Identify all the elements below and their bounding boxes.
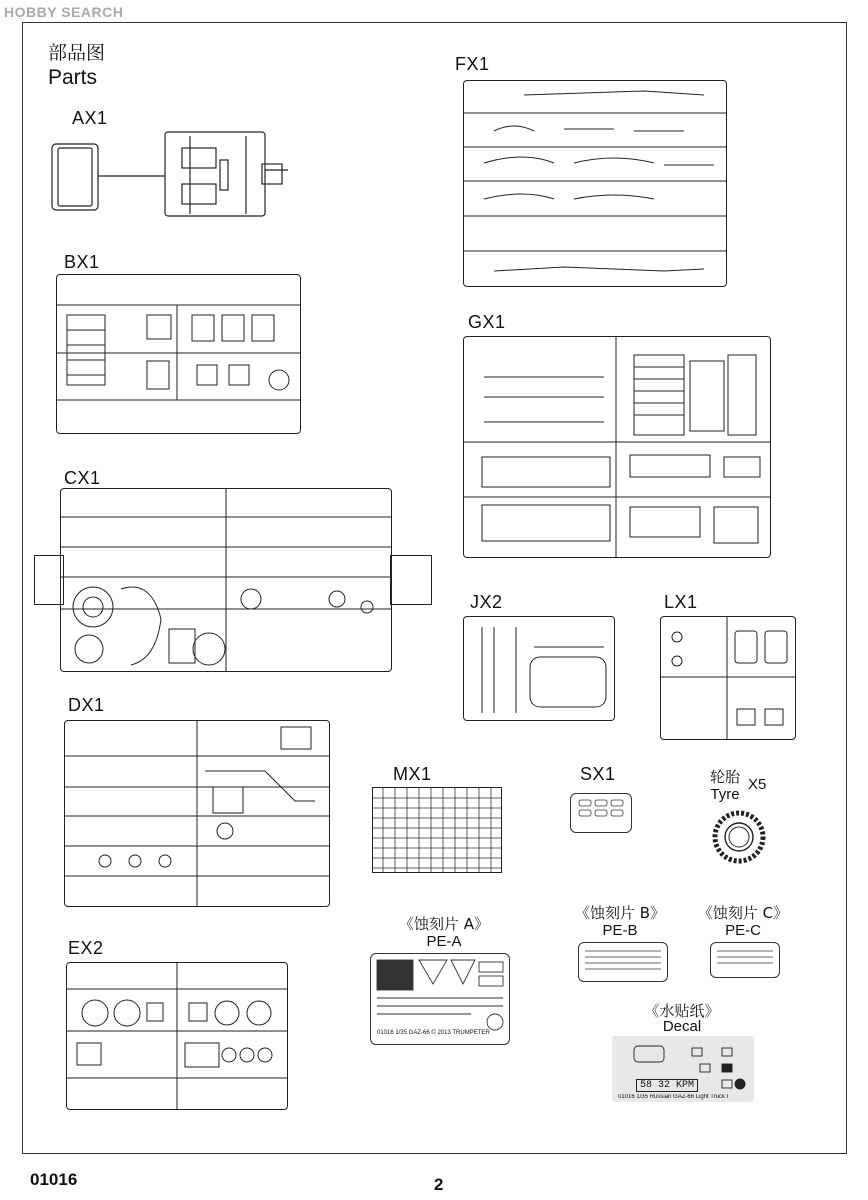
sprue-lx1 (660, 616, 796, 740)
sprue-ax1 (50, 130, 290, 220)
decal-caption: 01016 1/35 Russian GAZ-66 Light Truck I (618, 1094, 729, 1100)
tyre-label-zh: 轮胎 (709, 768, 740, 786)
sprue-fx1 (463, 80, 727, 287)
sprue-label-gx1: GX1 (468, 312, 506, 332)
pe-c-label-zh: 《蚀刻片 C》 (697, 904, 789, 922)
pe-a-label-zh: 《蚀刻片 A》 (398, 915, 490, 933)
pe-b-label-zh: 《蚀刻片 B》 (574, 904, 666, 922)
sprue-cx1 (60, 488, 392, 672)
parts-title-zh: 部品图 (48, 42, 106, 64)
sprue-label-dx1: DX1 (68, 695, 105, 715)
sprue-cx1-left-tab (34, 555, 64, 605)
decal-label-en: Decal (662, 1018, 702, 1035)
sprue-jx2 (463, 616, 615, 721)
sprue-label-jx2: JX2 (470, 592, 503, 612)
pe-a-label-en: PE-A (426, 933, 462, 950)
photo-etch-b (578, 942, 668, 982)
photo-etch-a (370, 953, 510, 1045)
product-code: 01016 (30, 1170, 78, 1189)
tyre-label-en: Tyre (710, 786, 740, 803)
pe-a-caption: 01016 1/35 GAZ-66 © 2013 TRUMPETER (377, 1030, 490, 1036)
sprue-gx1 (463, 336, 771, 558)
sprue-cx1-right-tab (390, 555, 432, 605)
mesh-mx1 (372, 787, 502, 873)
sprue-bx1 (56, 274, 301, 434)
decal-sheet (612, 1036, 754, 1102)
sprue-label-fx1: FX1 (455, 54, 490, 74)
sprue-label-mx1: MX1 (393, 764, 432, 784)
sprue-label-sx1: SX1 (580, 764, 616, 784)
pe-b-label-en: PE-B (602, 922, 638, 939)
sprue-label-ex2: EX2 (68, 938, 104, 958)
photo-etch-c (710, 942, 780, 978)
sprue-dx1 (64, 720, 330, 907)
tyre-icon (712, 810, 766, 864)
decal-license-plate: 58 32 KPM (636, 1079, 698, 1092)
tyre-quantity: X5 (748, 776, 767, 793)
sprue-label-bx1: BX1 (64, 252, 100, 272)
sprue-label-ax1: AX1 (72, 108, 108, 128)
page-number: 2 (434, 1175, 444, 1194)
watermark: HOBBY SEARCH (4, 4, 124, 20)
sprue-label-lx1: LX1 (664, 592, 698, 612)
parts-title-en: Parts (48, 66, 98, 89)
sprue-ex2 (66, 962, 288, 1110)
decal-label-zh: 《水贴纸》 (644, 1002, 720, 1020)
sprue-label-cx1: CX1 (64, 468, 101, 488)
pe-c-label-en: PE-C (725, 922, 761, 939)
clear-sprue-sx1 (570, 793, 632, 833)
